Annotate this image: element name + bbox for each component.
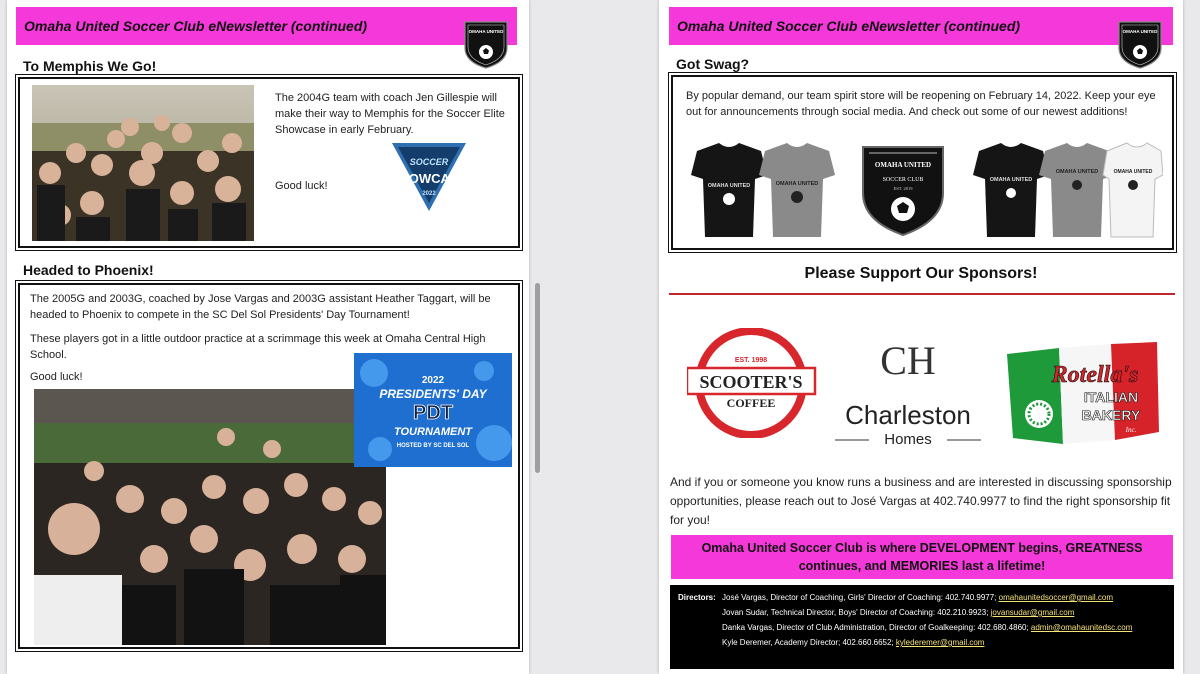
swag-box bbox=[671, 75, 1174, 250]
scrollbar-thumb[interactable] bbox=[535, 283, 540, 473]
showcase-logo-year: 2022 bbox=[422, 191, 436, 197]
team-merch-gallery bbox=[683, 141, 1163, 241]
director-entry: Kyle Deremer, Academy Director; 402.660.6652; kylederemer@gmail.com bbox=[722, 638, 985, 647]
crest-text: OMAHA UNITED bbox=[1122, 29, 1158, 34]
svg-text:SOCCER CLUB: SOCCER CLUB bbox=[882, 177, 924, 183]
sponsors-title: Please Support Our Sponsors! bbox=[804, 265, 1038, 282]
director-email-link[interactable]: omahaunitedsoccer@gmail.com bbox=[998, 593, 1114, 602]
svg-text:Inc.: Inc. bbox=[1125, 426, 1137, 434]
soccer-showcase-logo bbox=[390, 139, 468, 213]
director-email-link[interactable]: jovansudar@gmail.com bbox=[990, 608, 1075, 617]
showcase-logo-top: SOCCER bbox=[409, 157, 449, 167]
directors-label: Directors: bbox=[678, 593, 716, 602]
crest-text: OMAHA UNITED bbox=[468, 29, 504, 34]
page-banner: Omaha United Soccer Club eNewsletter (continued) bbox=[16, 7, 517, 45]
director-entry: Danka Vargas, Director of Club Administration, Director of Goalkeeping: 402.680.4860; admin@omahaunitedsc.com bbox=[722, 623, 1133, 632]
svg-text:OMAHA UNITED: OMAHA UNITED bbox=[874, 161, 932, 169]
sponsors-divider bbox=[669, 293, 1175, 295]
director-entry: José Vargas, Director of Coaching, Girls' Director of Coaching: 402.740.9977; omahaunitedsoccer@gmail.com bbox=[722, 593, 1114, 602]
page-banner: Omaha United Soccer Club eNewsletter (continued) bbox=[669, 7, 1173, 45]
director-email-link[interactable]: kylederemer@gmail.com bbox=[895, 638, 985, 647]
tshirt-black-2 bbox=[973, 143, 1049, 237]
director-entry: Jovan Sudar, Technical Director, Boys' Director of Coaching: 402.210.9923; jovansudar@gmail.com bbox=[722, 608, 1075, 617]
team-photo-memphis bbox=[32, 85, 254, 241]
pdt-logo-line2: PDT bbox=[413, 402, 453, 424]
swag-text: By popular demand, our team spirit store will be reopening on February 14, 2022. Keep your eye out for announcements through social media. And check out some of our newest additions! bbox=[686, 90, 1156, 118]
memphis-title: To Memphis We Go! bbox=[23, 58, 157, 74]
pdt-logo-line4: HOSTED BY SC DEL SOL bbox=[396, 443, 470, 449]
phoenix-title: Headed to Phoenix! bbox=[23, 262, 154, 278]
club-emblem-graphic bbox=[863, 147, 943, 235]
club-crest-icon bbox=[463, 18, 509, 70]
directors-footer bbox=[670, 585, 1174, 669]
svg-text:EST. 1998: EST. 1998 bbox=[734, 357, 768, 364]
svg-text:OMAHA UNITED: OMAHA UNITED bbox=[775, 181, 819, 187]
svg-text:OMAHA UNITED: OMAHA UNITED bbox=[1113, 169, 1153, 175]
svg-text:OMAHA UNITED: OMAHA UNITED bbox=[989, 177, 1033, 183]
tshirt-grey-2 bbox=[1039, 143, 1115, 237]
vertical-scrollbar[interactable] bbox=[533, 0, 543, 674]
showcase-logo-main: SHOWCASE bbox=[390, 171, 468, 186]
pdt-logo-line3: TOURNAMENT bbox=[393, 426, 473, 438]
svg-text:BAKERY: BAKERY bbox=[1081, 407, 1141, 423]
club-motto-banner: Omaha United Soccer Club is where DEVELOPMENT begins, GREATNESS continues, and MEMORIES last a lifetime! bbox=[671, 535, 1173, 579]
presidents-day-tournament-logo bbox=[354, 353, 512, 467]
svg-text:Rotella's: Rotella's bbox=[1051, 362, 1139, 388]
directors-list bbox=[722, 591, 1172, 649]
svg-text:CH: CH bbox=[880, 338, 936, 383]
swag-title: Got Swag? bbox=[676, 56, 750, 72]
svg-text:OMAHA UNITED: OMAHA UNITED bbox=[707, 183, 751, 189]
charleston-homes-logo bbox=[835, 338, 981, 448]
phoenix-box bbox=[18, 283, 520, 649]
rotellas-italian-bakery-logo bbox=[1003, 340, 1161, 450]
phoenix-text-1: The 2005G and 2003G, coached by Jose Vargas and 2003G assistant Heather Taggart, will be headed to Phoenix to compete in the SC Del Sol Presidents' Day Tournament! bbox=[30, 293, 491, 321]
pdt-logo-line1: PRESIDENTS' DAY bbox=[379, 387, 487, 401]
tshirt-white bbox=[1103, 143, 1163, 237]
phoenix-good-luck: Good luck! bbox=[30, 371, 83, 383]
memphis-text: The 2004G team with coach Jen Gillespie will make their way to Memphis for the Soccer Elite Showcase in early February. bbox=[275, 92, 505, 136]
svg-text:EST. 2019: EST. 2019 bbox=[893, 186, 913, 191]
svg-text:OMAHA UNITED: OMAHA UNITED bbox=[1055, 169, 1099, 175]
svg-text:SCOOTER'S: SCOOTER'S bbox=[699, 372, 803, 392]
pdt-logo-year: 2022 bbox=[421, 375, 445, 386]
newsletter-page-left bbox=[7, 0, 529, 674]
tshirt-black-1 bbox=[691, 143, 767, 237]
memphis-box bbox=[18, 77, 520, 248]
svg-text:Charleston: Charleston bbox=[845, 400, 971, 430]
phoenix-text-2: These players got in a little outdoor practice at a scrimmage this week at Omaha Central High School. bbox=[30, 333, 486, 361]
director-email-link[interactable]: admin@omahaunitedsc.com bbox=[1030, 623, 1133, 632]
club-crest-icon bbox=[1117, 18, 1163, 70]
team-photo-phoenix bbox=[34, 389, 386, 645]
tshirt-grey-1 bbox=[759, 143, 835, 237]
svg-text:Homes: Homes bbox=[884, 431, 932, 448]
svg-text:ITALIAN: ITALIAN bbox=[1083, 389, 1139, 405]
svg-text:COFFEE: COFFEE bbox=[726, 396, 776, 410]
newsletter-page-right bbox=[659, 0, 1183, 674]
sponsorship-text: And if you or someone you know runs a business and are interested in discussing sponsorship opportunities, please reach out to José Vargas at 402.740.9977 to find the right sponsorship fit for you! bbox=[670, 475, 1172, 527]
memphis-good-luck: Good luck! bbox=[275, 180, 328, 192]
scooters-coffee-logo bbox=[687, 328, 817, 438]
